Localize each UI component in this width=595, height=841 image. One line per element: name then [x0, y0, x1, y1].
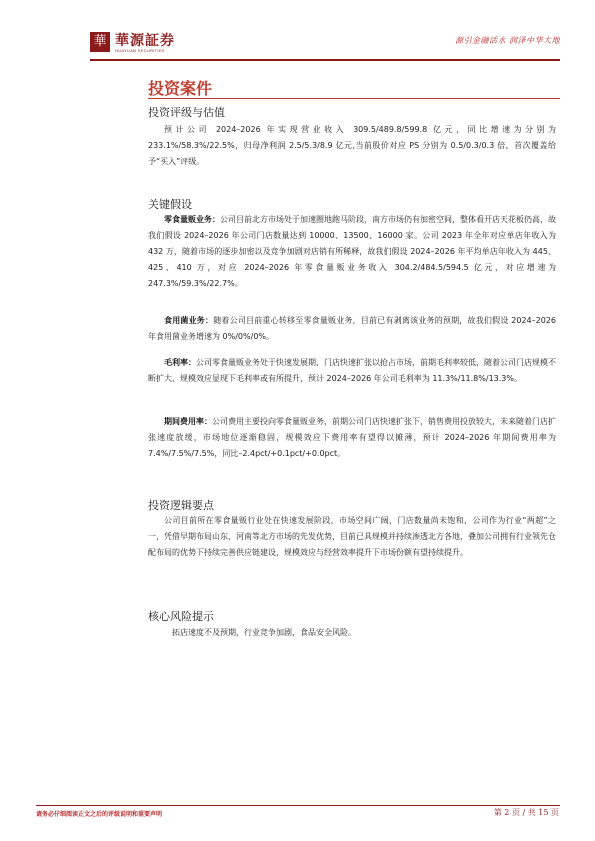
header-divider [90, 59, 560, 61]
mushroom-business-label: 食用菌业务： [164, 316, 214, 325]
expense-ratio-text: 公司费用主要投向零食量贩业务，前期公司门店快速扩张下，销售费用投放较大，未来随着门店扩张速度放缓，市场地位逐渐稳固，规模效应下费用率有望得以摊薄，预计 2024–2026 年期间费用率为 7.4%/7.5%/7.5%，同比–2.4pct/+0.1pct/+0.0pct。 [148, 417, 556, 458]
snack-business-paragraph [148, 212, 556, 292]
company-name-english: HUAYUAN SECURITIES [115, 48, 165, 53]
title-divider [148, 98, 560, 99]
section-heading-logic: 投资逻辑要点 [148, 499, 214, 512]
rating-paragraph: 预计公司 2024–2026 年实现营业收入 309.5/489.8/599.8 亿元，同比增速为分别为 233.1%/58.3%/22.5%，归母净利润 2.5/5.3/8.9 亿元,当前股价对应 PS 分别为 0.5/0.3/0.3 倍，首次覆盖给予“买入”评级。 [148, 125, 556, 166]
page-number: 第 2 页 / 共 15 页 [493, 808, 559, 817]
snack-business-label: 零食量贩业务： [164, 215, 220, 224]
page-header [90, 28, 560, 58]
section-heading-risk: 核心风险提示 [148, 610, 214, 623]
section-heading-rating: 投资评级与估值 [148, 106, 225, 119]
section-heading-assumptions: 关键假设 [148, 198, 192, 211]
gross-margin-paragraph [148, 355, 556, 387]
snack-business-text: 公司目前北方市场处于加速圈地跑马阶段，南方市场仍有加密空间，整体看开店天花板仍高，故我们假设 2024–2026 年公司门店数量达到 10000、13500、16000 家。公司 2023 年全年对应单店年收入为 432 万，随着市场的逐步加密以及竞争加剧对店销有所稀释，故我们假设 2024–2026 年平均单店年收入为 445、425、410 万，对应 2024–2026 年零食量贩业务收入 304.2/484.5/594.5 亿元，对应增速为 247.3%/59.3%/22.7%。 [148, 215, 556, 288]
gross-margin-label: 毛利率： [164, 358, 196, 367]
footer-disclaimer: 请务必仔细阅读正文之后的评级说明和重要声明 [36, 811, 163, 818]
gross-margin-text: 公司零食量贩业务处于快速发展期，门店快速扩张以抢占市场，前期毛利率较低，随着公司门店规模不断扩大、规模效应显现下毛利率或有所提升，预计 2024–2026 年公司毛利率为 11.3%/11.8%/13.3%。 [148, 358, 556, 383]
risk-paragraph: 拓店速度不及预期，行业竞争加剧，食品安全风险。 [172, 628, 356, 637]
company-logo-icon: 華 [90, 32, 110, 52]
expense-ratio-paragraph [148, 414, 556, 462]
expense-ratio-label: 期间费用率： [164, 417, 212, 426]
page-title: 投资案件 [148, 79, 213, 98]
mushroom-business-text: 随着公司目前重心转移至零食量贩业务，目前已有剥离该业务的预期，故我们假设 2024–2026 年食用菌业务增速为 0%/0%/0%。 [148, 316, 556, 341]
footer-divider [36, 805, 560, 806]
header-slogan: 源引金融活水 润泽中华大地 [454, 36, 560, 45]
logic-paragraph: 公司目前所在零食量贩行业处在快速发展阶段，市场空间广阔，门店数量尚未饱和，公司作为行业“两超”之一，凭借早期布局山东、河南等北方市场的先发优势，目前已具规模并持续渗透北方各地，叠加公司拥有行业领先仓配布局的优势下持续完善供应链建设，规模效应与经营效率提升下市场份额有望持续提升。 [148, 516, 556, 557]
company-name: 華源証券 [115, 33, 175, 49]
mushroom-business-paragraph [148, 313, 556, 345]
